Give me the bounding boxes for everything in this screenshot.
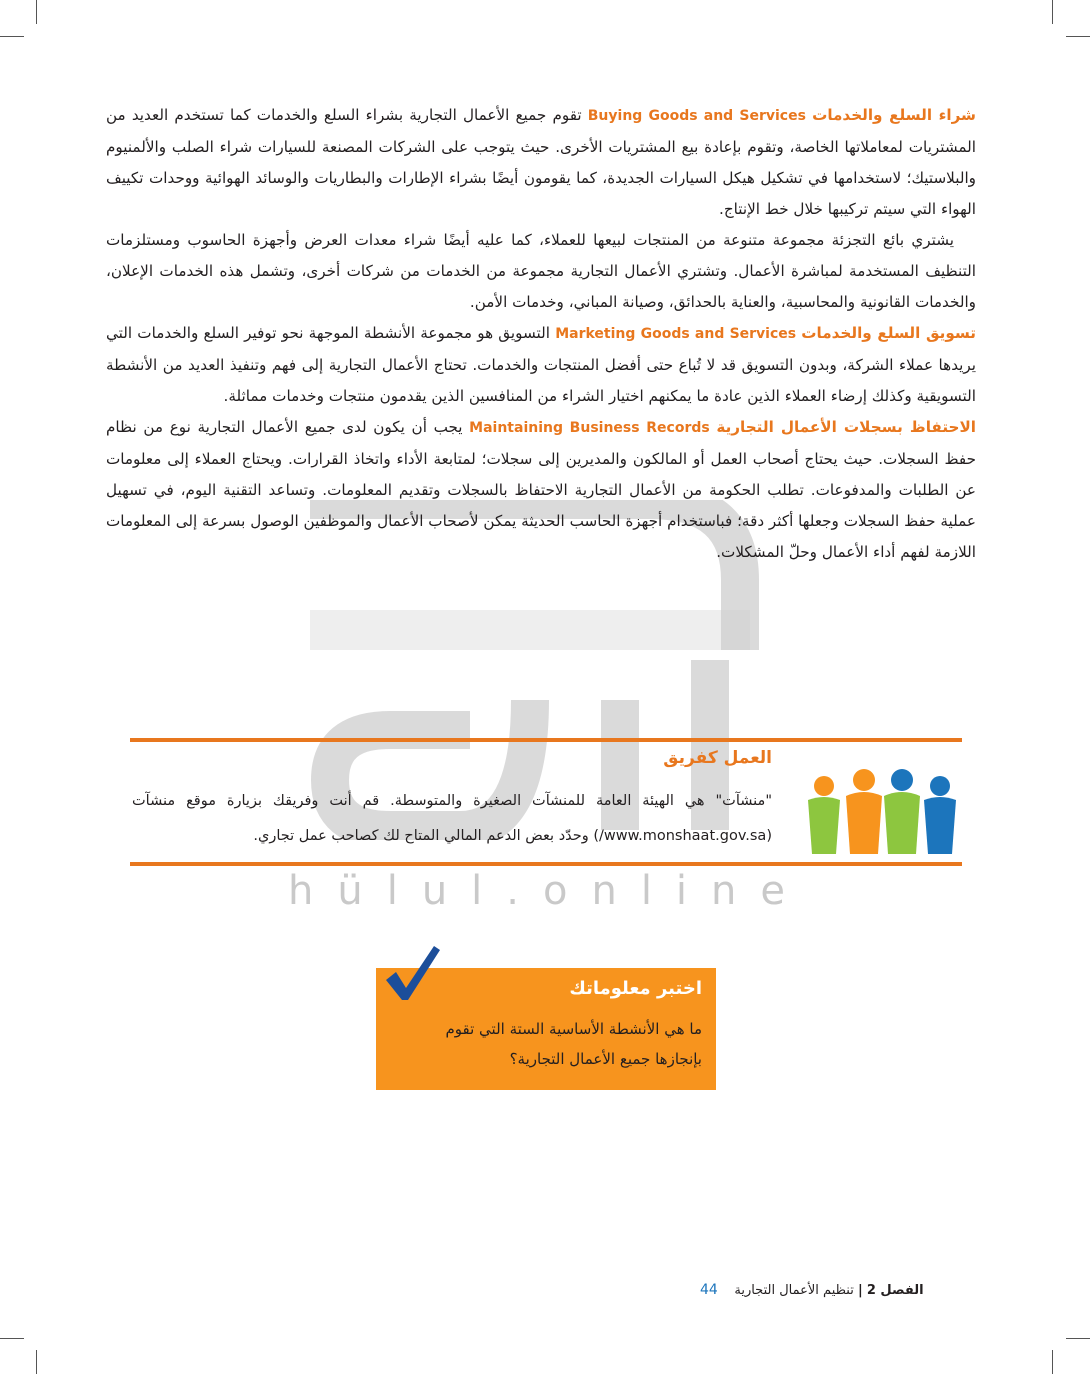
paragraph-buying-text: تقوم جميع الأعمال التجارية بشراء السلع والخدمات كما تستخدم العديد من المشتريات لمعاملاتها الخاصة، وتقوم بإعادة بيع المشتريات الأخرى. حيث يتوجب على الشركات المصنعة للسيارات شراء الصلب والألمنيوم والبلاستيك؛ لاستخدامها في تشكيل هيكل السيارات الجديدة، كما يقومون أيضًا بشراء الإطارات والبطاريات والوسائد الهوائية ووحدات تكييف الهواء التي سيتم تركيبها خلال خط الإنتاج.	[106, 106, 976, 218]
heading-records-ar: الاحتفاظ بسجلات الأعمال التجارية	[716, 418, 976, 436]
paragraph-retail: يشتري بائع التجزئة مجموعة متنوعة من المنتجات لبيعها للعملاء، كما عليه أيضًا شراء معدات العرض وأجهزة الحاسوب ومستلزمات التنظيف المستخدمة لمباشرة الأعمال. وتشتري الأعمال التجارية مجموعة من الخدمات من شركات أخرى، وتشمل هذه الخدمات الإعلان، والخدمات القانونية والمحاسبية، والعناية بالحدائق، وصيانة المباني، وخدمات الأمن.	[106, 231, 976, 311]
paragraph-buying	[106, 100, 976, 225]
teamwork-text: "منشآت" هي الهيئة العامة للمنشآت الصغيرة والمتوسطة. قم أنت وفريقك بزيارة موقع منشآت (www.monshaat.gov.sa/) وحدّد بعض الدعم المالي المتاح لك كصاحب عمل تجاري.	[132, 793, 772, 844]
divider-bottom	[130, 862, 962, 866]
heading-buying-ar: شراء السلع والخدمات	[812, 106, 976, 124]
crop-mark	[1066, 1338, 1090, 1339]
crop-mark	[0, 1338, 24, 1339]
crop-mark	[36, 0, 37, 24]
footer-chapter-title: تنظيم الأعمال التجارية	[734, 1283, 854, 1298]
quiz-title: اختبر معلوماتك	[569, 978, 702, 999]
heading-buying-en: Buying Goods and Services	[587, 108, 806, 124]
paragraph-marketing	[106, 318, 976, 412]
divider-top	[130, 738, 962, 742]
checkmark-icon	[382, 942, 442, 1004]
heading-marketing-en: Marketing Goods and Services	[555, 326, 797, 342]
crop-mark	[1052, 1350, 1053, 1374]
heading-marketing-ar: تسويق السلع والخدمات	[801, 324, 977, 342]
paragraph-marketing-text: التسويق هو مجموعة الأنشطة الموجهة نحو توفير السلع والخدمات التي يريدها عملاء الشركة، وبدون التسويق قد لا تُباع حتى أفضل المنتجات والخدمات. تحتاج الأعمال التجارية إلى فهم وتنفيذ العديد من الأنشطة التسويقية وكذلك إرضاء العملاء الذين عادة ما يمكنهم اختيار الشراء من المنافسين الذين يقدمون منتجات وخدمات مماثلة.	[106, 324, 976, 405]
quiz-question: ما هي الأنشطة الأساسية الستة التي تقوم بإنجازها جميع الأعمال التجارية؟	[445, 1020, 702, 1068]
heading-records-en: Maintaining Business Records	[469, 420, 710, 436]
footer-chapter: الفصل 2	[866, 1283, 924, 1298]
teamwork-box	[130, 738, 962, 866]
crop-mark	[0, 36, 24, 37]
check-knowledge-box	[376, 968, 716, 1090]
paragraph-records	[106, 412, 976, 568]
paragraph-records-text: يجب أن يكون لدى جميع الأعمال التجارية نوع من نظام حفظ السجلات. حيث يحتاج أصحاب العمل أو المالكون والمديرين إلى سجلات؛ لمتابعة الأداء واتخاذ القرارات. ويحتاج العملاء إلى معلومات عن الطلبات والمدفوعات. تطلب الحكومة من الأعمال التجارية الاحتفاظ بالسجلات وتقديم المعلومات. وتساعد التقنية اليوم، في تسهيل عملية حفظ السجلات وجعلها أكثر دقة؛ فباستخدام أجهزة الحاسب الحديثة يمكن لأصحاب الأعمال والموظفين الوصول بسرعة إلى المعلومات اللازمة لفهم أداء الأعمال وحلّ المشكلات.	[105, 418, 976, 561]
watermark-text: hülul.online	[288, 868, 810, 914]
page-footer	[700, 1282, 1000, 1298]
footer-separator: |	[857, 1283, 863, 1298]
teamwork-title: العمل كفريق	[663, 748, 772, 768]
crop-mark	[36, 1350, 37, 1374]
crop-mark	[1052, 0, 1053, 24]
main-body	[106, 100, 976, 568]
crop-mark	[1066, 36, 1090, 37]
team-people-icon	[802, 766, 962, 856]
page-number: 44	[700, 1282, 718, 1298]
